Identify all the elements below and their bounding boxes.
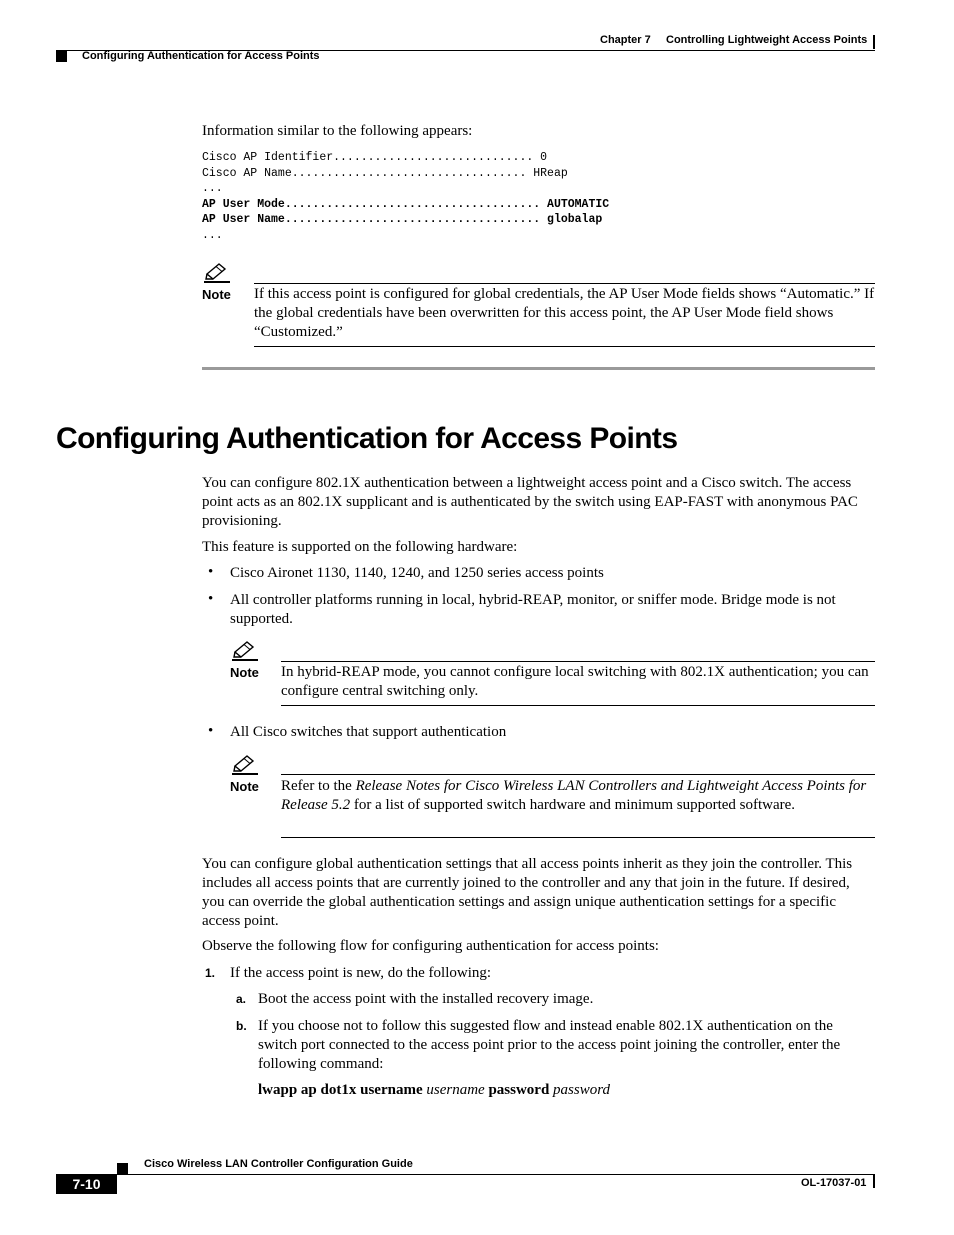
header-block <box>56 51 67 62</box>
paragraph: Observe the following flow for configuring authentication for access points: <box>202 938 659 954</box>
code-line: AP User Name..................................... globalap <box>202 213 603 226</box>
code-line: Cisco AP Identifier............................. 0 <box>202 151 548 164</box>
command-argument: username <box>426 1082 485 1098</box>
header-section: Configuring Authentication for Access Points <box>82 50 320 62</box>
note-text-pre: Refer to the <box>281 778 356 794</box>
note-pencil-icon <box>231 752 259 776</box>
page-number: 7-10 <box>72 1176 101 1192</box>
code-line: ... <box>202 228 223 242</box>
note-top-rule <box>281 661 875 662</box>
command-argument: password <box>553 1082 611 1098</box>
code-line: Cisco AP Name.................................. HReap <box>202 166 568 180</box>
command-keyword: password <box>488 1082 550 1098</box>
footer-bar <box>873 1175 875 1188</box>
substep-text: Boot the access point with the installed recovery image. <box>258 991 594 1007</box>
bullet-item: All controller platforms running in local, hybrid-REAP, monitor, or sniffer mode. Bridge mode is not supported. <box>230 592 836 627</box>
code-block <box>202 150 609 243</box>
step-number: 1. <box>205 966 216 980</box>
command-keyword: lwapp ap dot1x username <box>258 1082 423 1098</box>
footer-rule <box>117 1174 875 1175</box>
note-label: Note <box>202 287 231 302</box>
footer-block <box>117 1163 128 1174</box>
substep-letter: b. <box>236 1019 247 1033</box>
bullet-marker: • <box>208 591 214 607</box>
note-text-post: for a list of supported switch hardware and minimum supported software. <box>350 797 796 813</box>
bullet-marker: • <box>208 564 214 580</box>
footer-guide-title: Cisco Wireless LAN Controller Configuration Guide <box>144 1158 413 1170</box>
note-text: In hybrid-REAP mode, you cannot configure local switching with 802.1X authentication; you can configure central switching only. <box>281 664 869 699</box>
bullet-marker: • <box>208 723 214 739</box>
intro-text: Information similar to the following appears: <box>202 123 473 139</box>
note-bottom-rule <box>281 837 875 838</box>
note-bottom-rule <box>281 705 875 706</box>
note-top-rule <box>281 774 875 775</box>
paragraph: This feature is supported on the following hardware: <box>202 539 518 555</box>
header-bar <box>873 35 875 49</box>
note-text <box>281 777 875 815</box>
section-separator <box>202 367 875 370</box>
note-bottom-rule <box>254 346 875 347</box>
substep-text: If you choose not to follow this suggested flow and instead enable 802.1X authentication on the switch port connected to the access point prior to the access point joining the controller, enter the following command: <box>258 1018 841 1072</box>
section-title: Configuring Authentication for Access Points <box>56 422 678 455</box>
footer-doc-id: OL-17037-01 <box>801 1177 867 1189</box>
note-pencil-icon <box>203 260 231 284</box>
note-top-rule <box>254 283 875 284</box>
step-text: If the access point is new, do the following: <box>230 965 492 981</box>
substep-letter: a. <box>236 992 247 1006</box>
note-label: Note <box>230 665 259 680</box>
header-chapter: Chapter 7 <box>600 34 651 46</box>
note-pencil-icon <box>231 638 259 662</box>
bullet-item: Cisco Aironet 1130, 1140, 1240, and 1250 series access points <box>230 565 604 581</box>
command-syntax <box>258 1081 610 1100</box>
code-line: AP User Mode..................................... AUTOMATIC <box>202 197 610 211</box>
paragraph: You can configure global authentication settings that all access points inherit as they join the controller. This includes all access points that are currently joined to the controller and any that join in the future. If desired, you can override the global authentication settings and assign unique authentication settings for a specific access point. <box>202 856 853 929</box>
paragraph: You can configure 802.1X authentication between a lightweight access point and a Cisco switch. The access point acts as an 802.1X supplicant and is authenticated by the switch using EAP-FAST with anonymous PAC provisioning. <box>202 475 858 529</box>
note-text: If this access point is configured for global credentials, the AP User Mode fields shows “Automatic.” If the global credentials have been overwritten for this access point, the AP User Mode field shows “Customized.” <box>254 286 875 340</box>
header-chapter-title: Controlling Lightweight Access Points <box>666 34 868 46</box>
release-notes-title: Release Notes for Cisco Wireless LAN Controllers and Lightweight Access Points for Release 5.2 <box>281 778 867 813</box>
code-line: ... <box>202 182 223 195</box>
note-label: Note <box>230 779 259 794</box>
bullet-item: All Cisco switches that support authentication <box>230 724 507 740</box>
